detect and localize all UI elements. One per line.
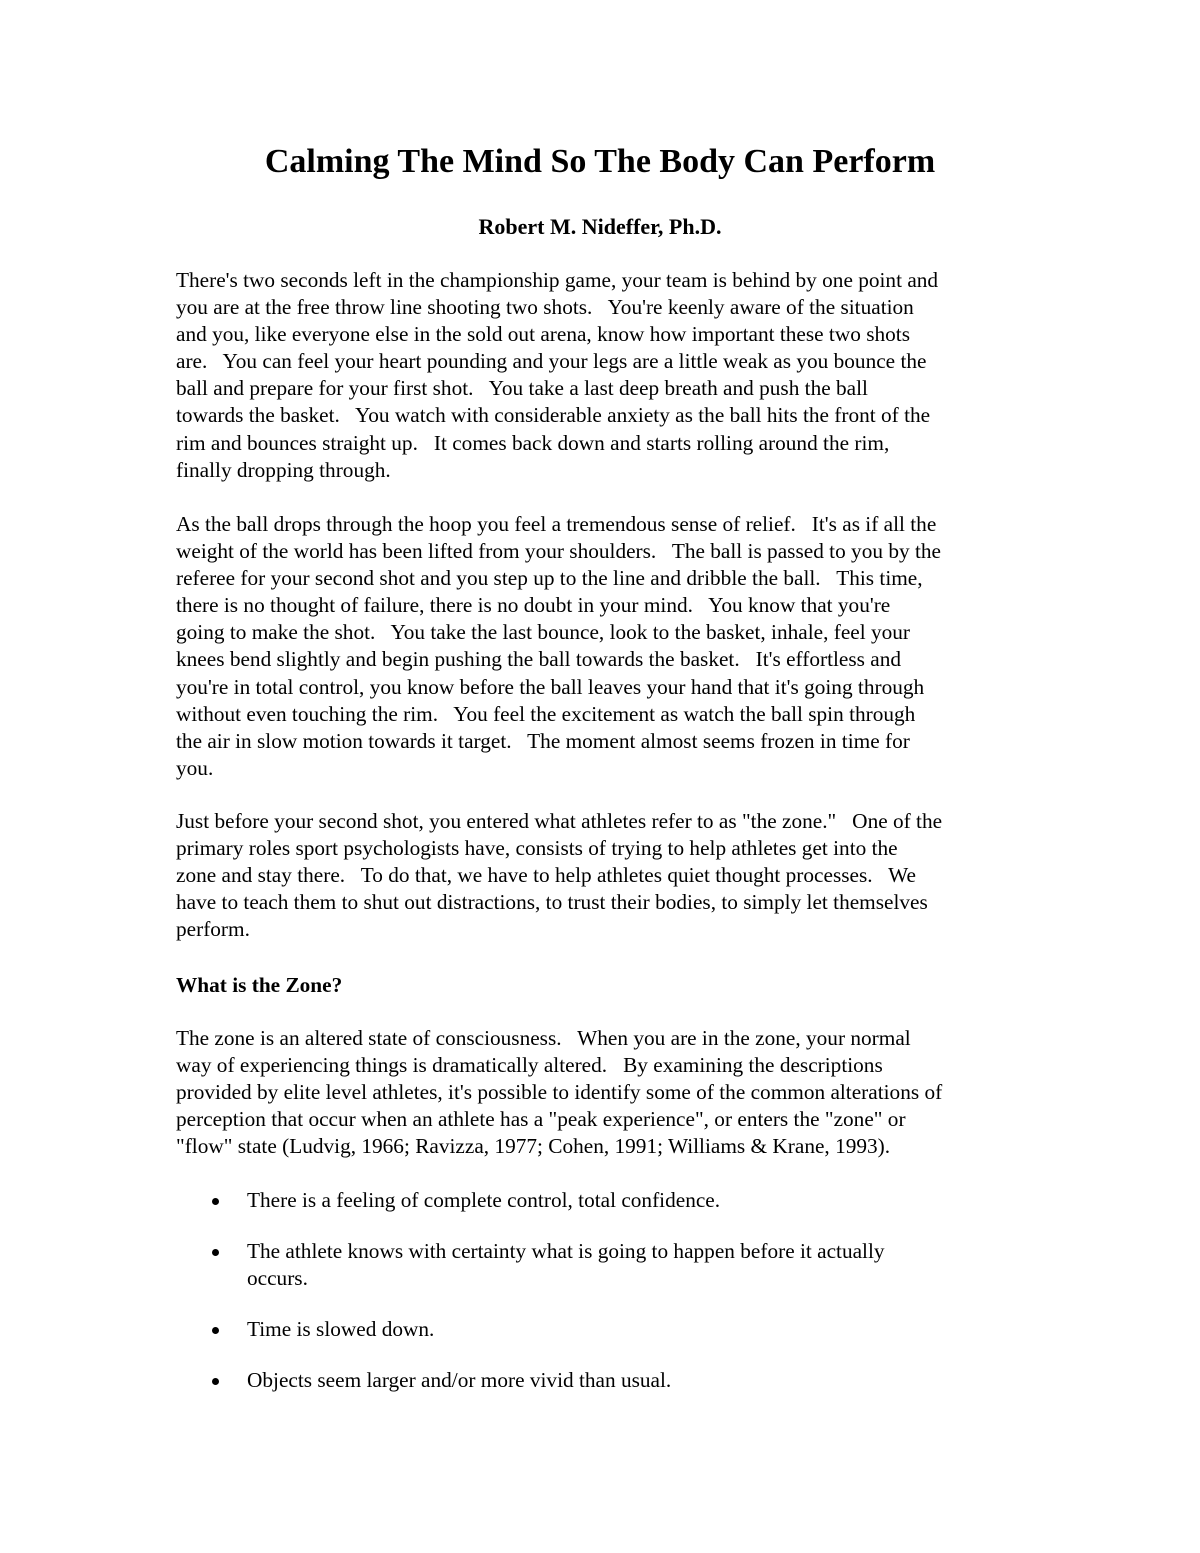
paragraph-line: you are at the free throw line shooting two shots. You're keenly aware of the situation (176, 295, 914, 320)
list-item-text (247, 1367, 1007, 1394)
paragraph-line: zone and stay there. To do that, we have to help athletes quiet thought processes. We (176, 863, 917, 888)
paragraph-line: perform. (176, 917, 250, 942)
bullet-icon (212, 1198, 219, 1205)
bullet-icon (212, 1249, 219, 1256)
paragraph-line: Just before your second shot, you entered what athletes refer to as "the zone." One of the (176, 809, 943, 833)
paragraph-line: have to teach them to shut out distractions, to trust their bodies, to simply let themselves (176, 890, 928, 915)
paragraph-line: and you, like everyone else in the sold out arena, know how important these two shots (176, 322, 910, 347)
list-item-text (247, 1187, 1007, 1214)
paragraph-line: towards the basket. You watch with considerable anxiety as the ball hits the front of the (176, 403, 931, 428)
paragraph-line: finally dropping through. (176, 457, 391, 482)
list-item-line: occurs. (247, 1266, 308, 1291)
bullet-icon (212, 1378, 219, 1385)
list-item-line: Objects seem larger and/or more vivid than usual. (247, 1368, 672, 1392)
document-title: Calming The Mind So The Body Can Perform (264, 143, 936, 180)
paragraph-line: ball and prepare for your first shot. You take a last deep breath and push the ball (176, 376, 868, 401)
list-item-line: The athlete knows with certainty what is going to happen before it actually (247, 1239, 885, 1263)
zone-paragraph (176, 1025, 1026, 1160)
paragraph-1 (176, 267, 1026, 484)
paragraph-line: There's two seconds left in the championship game, your team is behind by one point and (176, 268, 939, 292)
paragraph-line: without even touching the rim. You feel the excitement as watch the ball spin through (176, 701, 916, 726)
list-item-text (247, 1316, 1007, 1343)
paragraph-line: "flow" state (Ludvig, 1966; Ravizza, 1977; Cohen, 1991; Williams & Krane, 1993). (176, 1134, 891, 1159)
list-item-line: Time is slowed down. (247, 1317, 435, 1341)
paragraph-line: going to make the shot. You take the last bounce, look to the basket, inhale, feel your (176, 620, 911, 645)
list-item-line: There is a feeling of complete control, total confidence. (247, 1188, 721, 1212)
paragraph-line: rim and bounces straight up. It comes back down and starts rolling around the rim, (176, 430, 890, 455)
paragraph-line: there is no thought of failure, there is no doubt in your mind. You know that you're (176, 593, 891, 618)
paragraph-line: you. (176, 755, 214, 780)
paragraph-3 (176, 808, 1026, 943)
paragraph-line: are. You can feel your heart pounding and your legs are a little weak as you bounce the (176, 349, 927, 374)
paragraph-line: knees bend slightly and begin pushing the ball towards the basket. It's effortless and (176, 647, 902, 672)
paragraph-line: you're in total control, you know before the ball leaves your hand that it's going through (176, 674, 925, 699)
section-heading: What is the Zone? (176, 973, 343, 997)
paragraph-line: way of experiencing things is dramatically altered. By examining the descriptions (176, 1053, 883, 1078)
paragraph-line: primary roles sport psychologists have, consists of trying to help athletes get into the (176, 836, 898, 861)
paragraph-line: referee for your second shot and you step up to the line and dribble the ball. This time, (176, 566, 923, 591)
list-item-text (247, 1238, 1007, 1292)
paragraph-line: The zone is an altered state of consciousness. When you are in the zone, your normal (176, 1026, 911, 1050)
paragraph-2 (176, 511, 1026, 782)
paragraph-line: perception that occur when an athlete has a "peak experience", or enters the "zone" or (176, 1107, 906, 1132)
paragraph-line: provided by elite level athletes, it's possible to identify some of the common alterations of (176, 1080, 943, 1105)
paragraph-line: As the ball drops through the hoop you feel a tremendous sense of relief. It's as if all the (176, 512, 937, 536)
bullet-icon (212, 1327, 219, 1334)
paragraph-line: the air in slow motion towards it target. The moment almost seems frozen in time for (176, 728, 910, 753)
paragraph-line: weight of the world has been lifted from your shoulders. The ball is passed to you by the (176, 539, 941, 564)
author-name: Robert M. Nideffer, Ph.D. (478, 214, 722, 239)
